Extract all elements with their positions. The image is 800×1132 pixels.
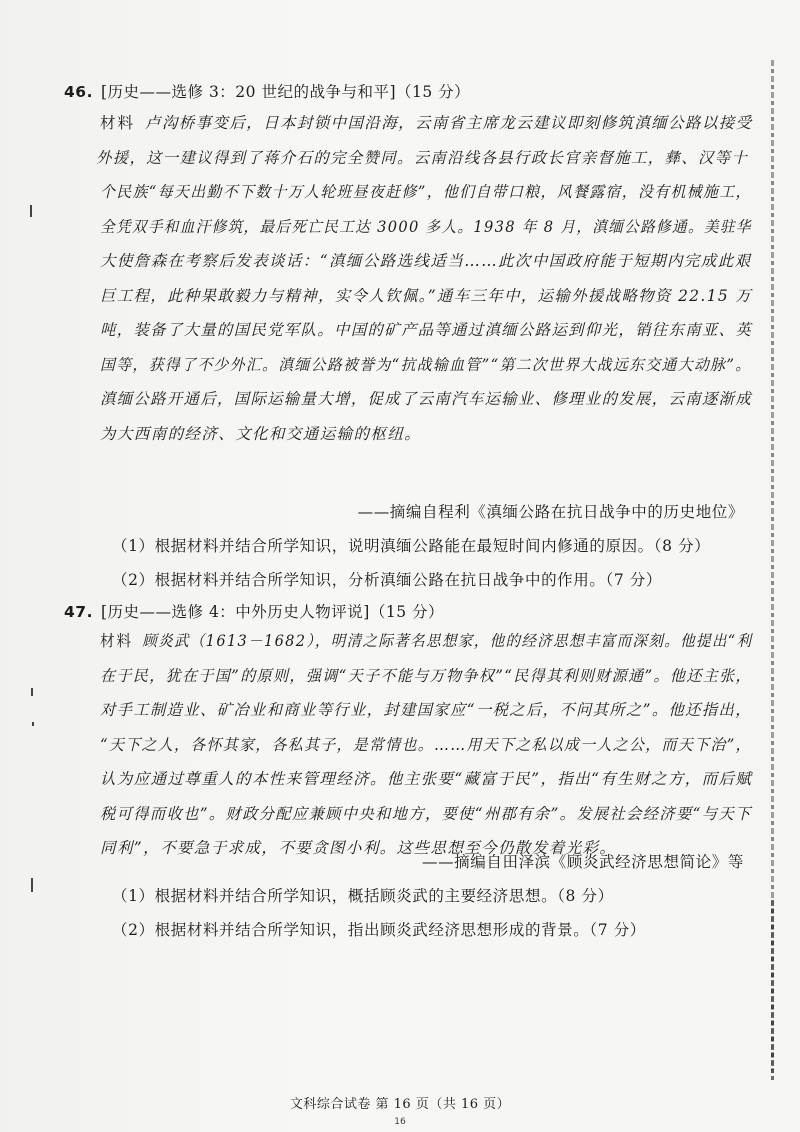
question-46-sub-2: （2）根据材料并结合所学知识，分析滇缅公路在抗日战争中的作用。（7 分） [112,571,663,589]
question-46-heading [64,80,470,102]
material-line: 为大西南的经济、文化和交通运输的枢纽。 [100,424,422,443]
material-line: 滇缅公路开通后，国际运输量大增，促成了云南汽车运输业、修理业的发展，云南逐渐成 [100,390,753,408]
material-line: 卢沟桥事变后，日本封锁中国沿海，云南省主席龙云建议即刻修筑滇缅公路以接受 [144,114,753,132]
material-line: 巨工程，此种果敢毅力与精神，实令人钦佩。”通车三年中，运输外援战略物资 22.15 万 [100,286,753,305]
material-line: 大使詹森在考察后发表谈话：“滇缅公路选线适当……此次中国政府能于短期内完成此艰 [100,252,752,270]
material-line: 顾炎武（1613－1682），明清之际著名思想家，他的经济思想丰富而深刻。他提出“利 [142,632,753,650]
material-label: 材料 [100,114,135,132]
question-number: 47. [64,603,93,621]
question-47-sub-1: （1）根据材料并结合所学知识，概括顾炎武的主要经济思想。（8 分） [112,887,614,905]
question-47-source: ——摘编自田泽滨《顾炎武经济思想简论》等 [421,853,744,871]
material-line: 国等，获得了不少外汇。滇缅公路被誉为“抗战输血管”“第二次世界大战远东交通大动脉”。 [100,355,752,374]
question-47-heading [64,600,444,622]
material-line: 全凭双手和血汗修筑，最后死亡民工达 3000 多人。1938 年 8 月，滇缅公路修通。美驻华 [100,217,752,236]
page-footer: 文科综合试卷 第 16 页（共 16 页） [289,1097,511,1112]
question-46-source: ——摘编自程利《滇缅公路在抗日战争中的历史地位》 [357,503,744,521]
material-line: 认为应通过尊重人的本性来管理经济。他主张要“藏富于民”，指出“有生财之方，而后赋 [100,770,753,788]
binding-edge-dense [771,900,774,1080]
material-line: 吨，装备了大量的国民党军队。中国的矿产品等通过滇缅公路运到仰光，销往东南亚、英 [100,321,753,339]
material-line: 同利”，不要急于求成，不要贪图小利。这些思想至今仍散发着光彩。 [100,839,617,857]
scan-mark [30,205,32,217]
material-line: 税可得而收也”。财政分配应兼顾中央和地方，要使“州郡有余”。发展社会经济要“与天下 [100,804,752,823]
question-47-material [100,624,753,866]
material-line: 对手工制造业、矿冶业和商业等行业，封建国家应“一税之后，不问其所之”。他还指出， [100,701,752,719]
question-46-material [96,106,753,451]
scan-mark [32,722,34,726]
material-line: 外援，这一建议得到了蒋介石的完全赞同。云南沿线各县行政长官亲督施工，彝、汉等十 [96,148,749,167]
question-title: [历史——选修 4：中外历史人物评说]（15 分） [100,603,445,621]
material-line: 个民族“每天出勤不下数十万人轮班昼夜赶修”，他们自带口粮，风餐露宿，没有机械施工， [100,183,752,201]
material-line: “天下之人，各怀其家，各私其子，是常情也。……用天下之私以成一人之公，而天下治”， [100,735,752,754]
question-47-sub-2: （2）根据材料并结合所学知识，指出顾炎武经济思想形成的背景。（7 分） [112,921,646,939]
question-46-sub-1: （1）根据材料并结合所学知识，说明滇缅公路能在最短时间内修通的原因。（8 分） [112,537,711,555]
question-title: [历史——选修 3：20 世纪的战争与和平]（15 分） [100,83,471,101]
scan-mark [31,688,33,696]
material-label: 材料 [100,632,133,650]
material-line: 在于民，犹在于国”的原则，强调“天子不能与万物争权”“民得其利则财源通”。他还主张， [100,666,752,685]
page-number: 16 [394,1117,406,1127]
question-number: 46. [64,83,93,101]
scan-mark [31,878,33,892]
